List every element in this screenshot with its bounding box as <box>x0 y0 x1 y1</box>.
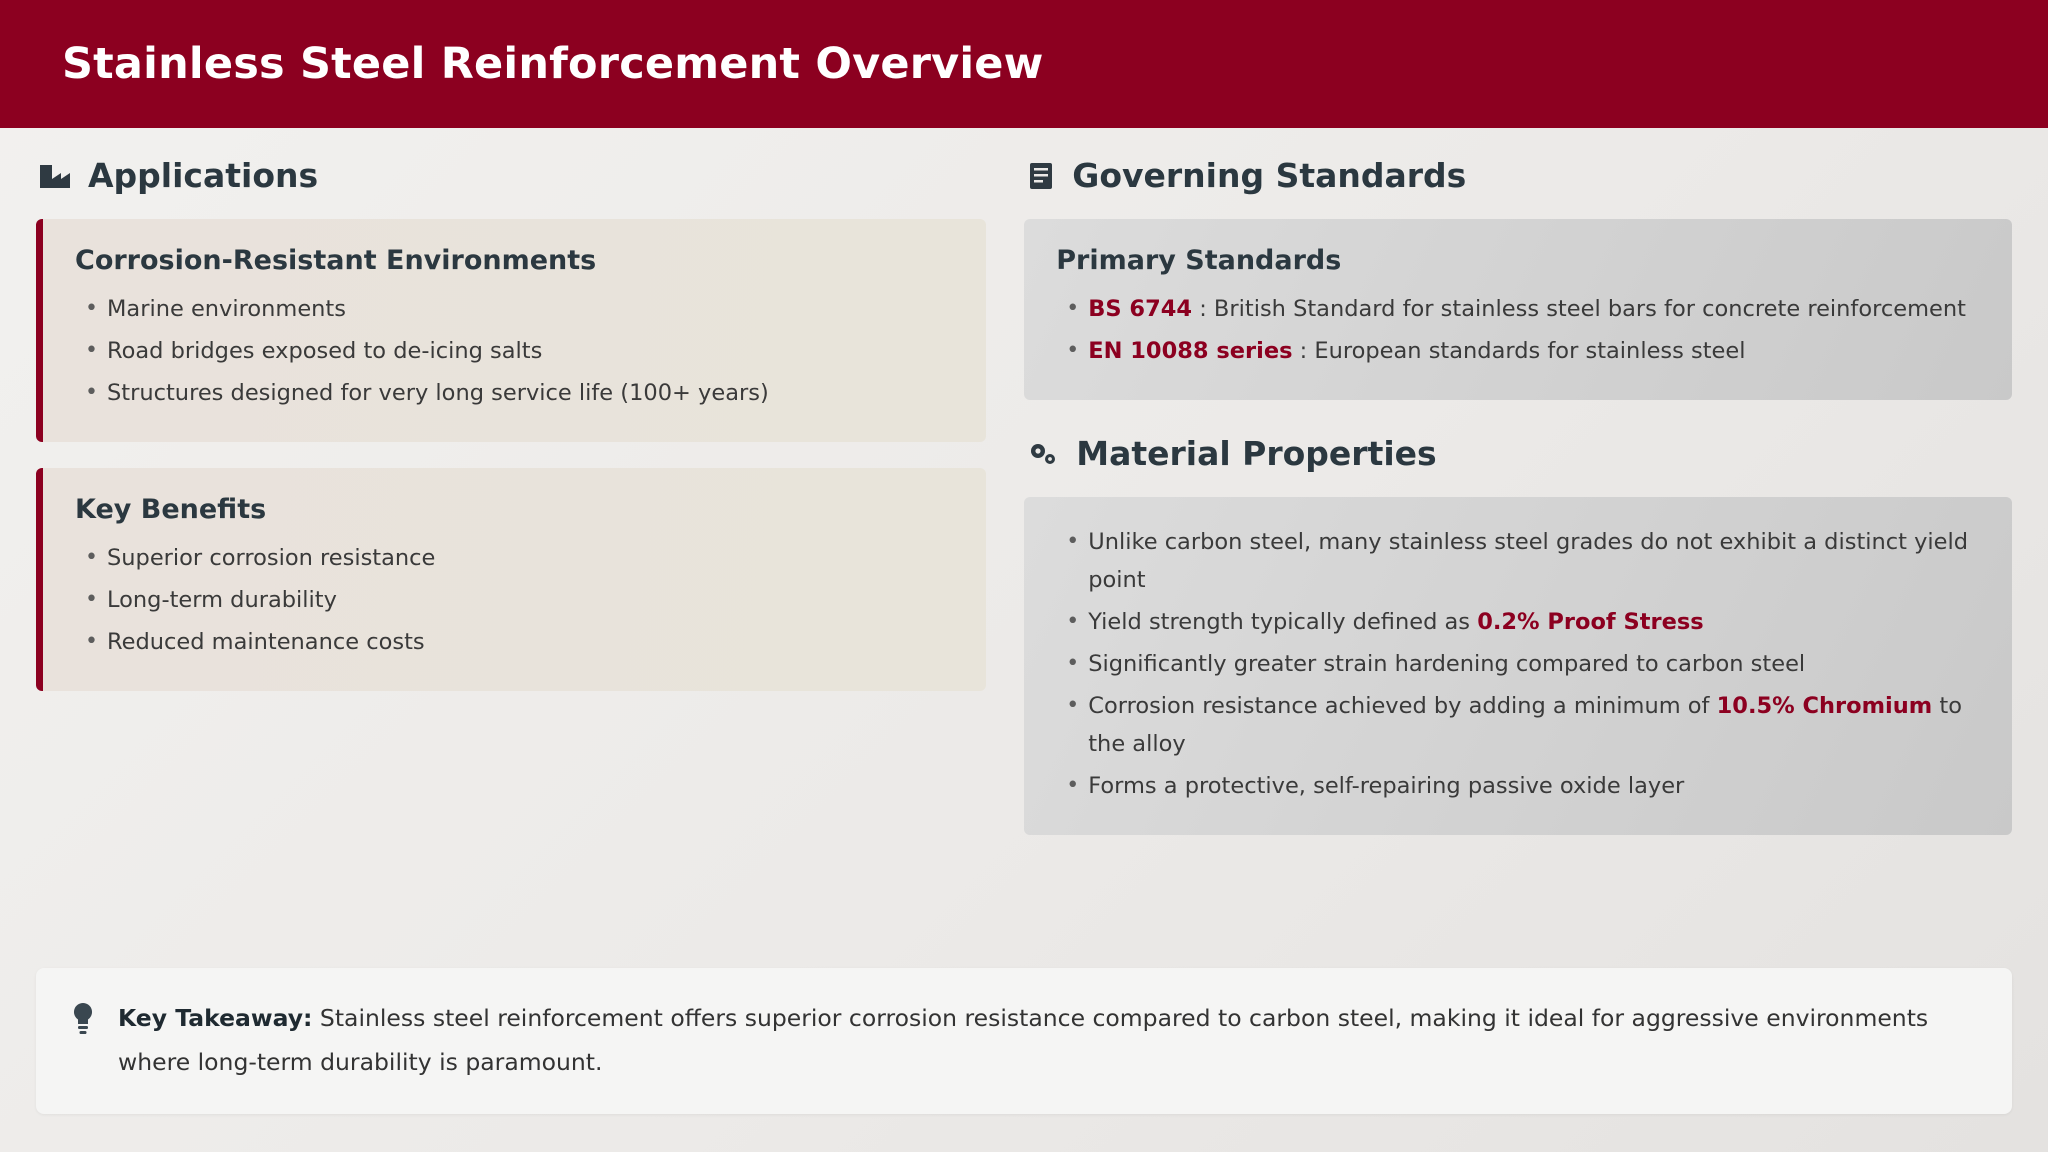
list-item: • Structures designed for very long service life (100+ years) <box>75 374 956 412</box>
key-takeaway-body: Stainless steel reinforcement offers superior corrosion resistance compared to carbon steel, making it ideal for aggressive environments where long-term durability is paramount. <box>118 1004 1929 1076</box>
list-item: • Long-term durability <box>75 581 956 619</box>
list-item: • Reduced maintenance costs <box>75 623 956 661</box>
item-text: Forms a protective, self-repairing passive oxide layer <box>1088 773 1685 799</box>
page-title: Stainless Steel Reinforcement Overview <box>62 39 1044 89</box>
standards-section-header <box>1024 156 2012 195</box>
item-text: Significantly greater strain hardening compared to carbon steel <box>1088 651 1806 677</box>
card-title: Corrosion-Resistant Environments <box>75 245 597 276</box>
list-item <box>1056 332 1982 370</box>
lightbulb-icon <box>70 1002 96 1040</box>
page-header <box>0 0 2048 128</box>
list-item <box>1056 523 1982 599</box>
card-key-benefits <box>36 468 986 691</box>
card-material-properties <box>1024 497 2012 835</box>
list-item <box>1056 290 1982 328</box>
item-text: Yield strength typically defined as <box>1088 609 1478 635</box>
content-body <box>0 128 2048 968</box>
list-item <box>1056 603 1982 641</box>
properties-section-header <box>1024 434 2012 473</box>
card-primary-standards <box>1024 219 2012 400</box>
list-item: • Superior corrosion resistance <box>75 539 956 577</box>
card-item-list <box>75 290 956 412</box>
standard-description: : British Standard for stainless steel bars for concrete reinforcement <box>1192 296 1966 322</box>
key-takeaway-banner <box>36 968 2012 1114</box>
applications-section-header <box>36 156 986 195</box>
list-item: • Road bridges exposed to de-icing salts <box>75 332 956 370</box>
applications-column <box>36 156 986 968</box>
card-corrosion-resistant-environments <box>36 219 986 442</box>
properties-section-title: Material Properties <box>1076 434 1437 473</box>
book-icon <box>1026 161 1056 191</box>
key-takeaway-text <box>118 996 1972 1084</box>
list-item: • Marine environments <box>75 290 956 328</box>
item-highlight: 0.2% Proof Stress <box>1477 609 1704 635</box>
list-item <box>1056 687 1982 763</box>
card-item-list <box>75 539 956 661</box>
list-item <box>1056 767 1982 805</box>
standards-section-title: Governing Standards <box>1072 156 1467 195</box>
card-item-list <box>1056 523 1982 805</box>
applications-section-title: Applications <box>88 156 319 195</box>
card-title: Key Benefits <box>75 494 267 525</box>
standard-code: EN 10088 series <box>1088 338 1293 364</box>
gears-icon <box>1026 439 1060 469</box>
key-takeaway-label: Key Takeaway: <box>118 1004 313 1032</box>
standards-column <box>1024 156 2012 968</box>
card-item-list <box>1056 290 1982 370</box>
list-item <box>1056 645 1982 683</box>
item-text: Unlike carbon steel, many stainless steel grades do not exhibit a distinct yield point <box>1088 529 1969 593</box>
item-text: Corrosion resistance achieved by adding a minimum of <box>1088 693 1717 719</box>
standard-description: : European standards for stainless steel <box>1292 338 1746 364</box>
card-title: Primary Standards <box>1056 245 1342 276</box>
item-highlight: 10.5% Chromium <box>1716 693 1933 719</box>
standard-code: BS 6744 <box>1088 296 1193 322</box>
item-text-post: to the alloy <box>1088 693 1962 757</box>
factory-icon <box>38 162 72 190</box>
